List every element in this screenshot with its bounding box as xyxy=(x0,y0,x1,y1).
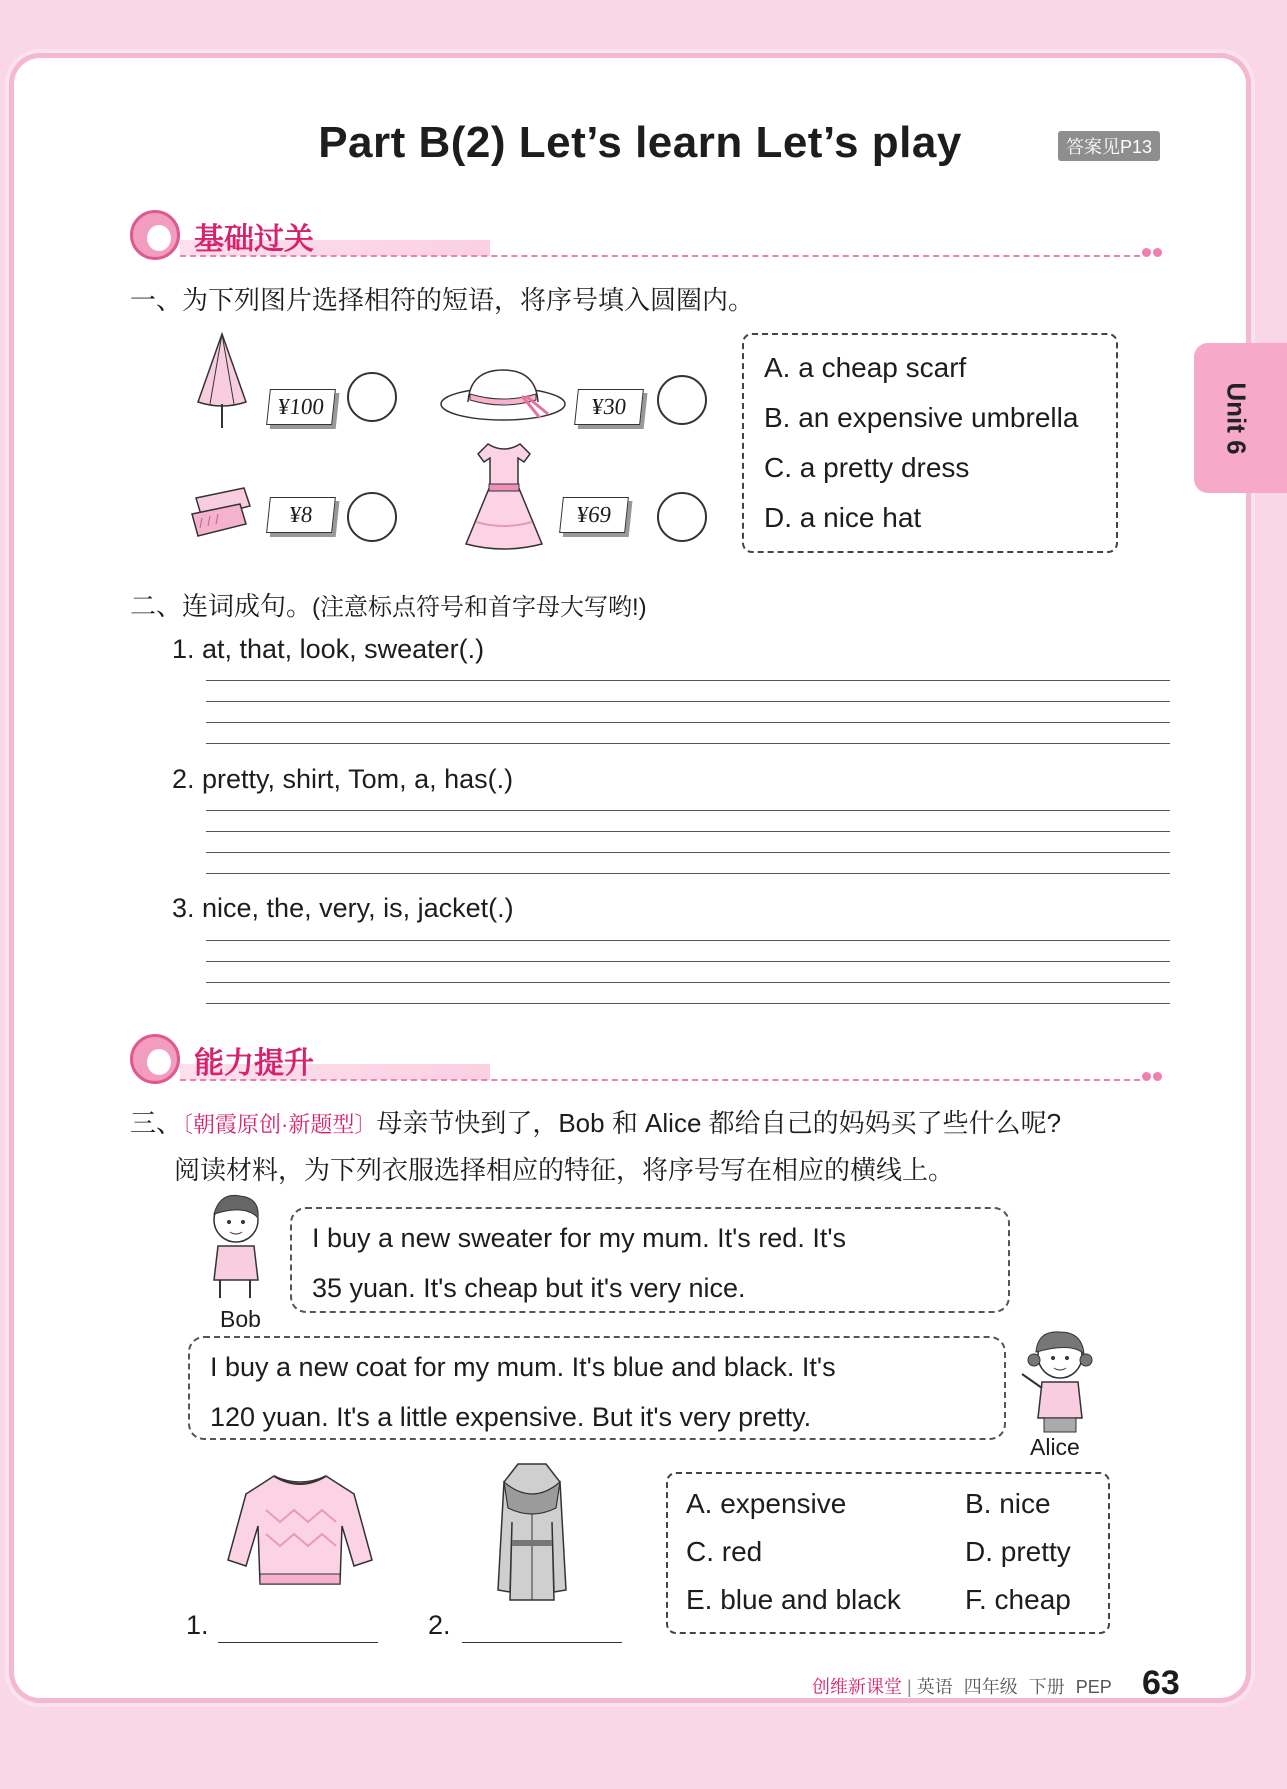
boy-bob-icon xyxy=(206,1192,276,1304)
q3-tag: 〔朝霞原创·新题型〕 xyxy=(182,1112,377,1137)
decor-dots-icon xyxy=(1142,1068,1164,1086)
q3-instruction-line2: 阅读材料，为下列衣服选择相应的特征，将序号写在相应的横线上。 xyxy=(174,1155,955,1185)
footer-subject: 英语 xyxy=(916,1677,953,1697)
bob-speech-line: 35 yuan. It's cheap but it's very nice. xyxy=(312,1273,746,1303)
page-title: Part B(2) Let’s learn Let’s play xyxy=(318,118,962,167)
option-a: A. expensive xyxy=(686,1488,847,1519)
section-heading-advanced xyxy=(130,1034,1170,1086)
answer-blank-2[interactable] xyxy=(462,1642,622,1643)
option-d: D. a nice hat xyxy=(764,502,922,533)
bob-name: Bob xyxy=(220,1306,261,1332)
q2-item-2: 2. pretty, shirt, Tom, a, has(.) xyxy=(172,764,514,794)
page-number: 63 xyxy=(1142,1664,1180,1702)
option-a: A. a cheap scarf xyxy=(764,352,967,383)
coat-icon xyxy=(494,1460,570,1606)
writing-lines-2[interactable] xyxy=(206,810,1170,894)
sweater-icon xyxy=(226,1470,374,1592)
section-label: 能力提升 xyxy=(194,1047,314,1080)
hat-icon xyxy=(440,364,566,424)
q2-instruction xyxy=(130,586,647,623)
decor-dots-icon xyxy=(1142,244,1164,262)
price-tag: ¥8 xyxy=(266,497,336,533)
cartoon-face-icon xyxy=(130,1034,180,1084)
option-c: C. red xyxy=(686,1536,763,1567)
writing-lines-1[interactable] xyxy=(206,680,1170,764)
q2-note: (注意标点符号和首字母大写哟!) xyxy=(312,594,647,621)
answer-circle[interactable] xyxy=(347,492,397,542)
umbrella-icon xyxy=(192,332,252,432)
alice-name: Alice xyxy=(1030,1434,1080,1460)
section-heading-basic xyxy=(130,210,1170,262)
answer-circle[interactable] xyxy=(347,372,397,422)
price-tag: ¥100 xyxy=(266,389,336,425)
answer-circle[interactable] xyxy=(657,492,707,542)
q2-item-3: 3. nice, the, very, is, jacket(.) xyxy=(172,893,514,923)
q2-instruction-text: 二、连词成句。 xyxy=(130,591,313,621)
option-e: E. blue and black xyxy=(686,1584,901,1615)
alice-speech-bubble xyxy=(188,1336,1006,1440)
q3-instruction xyxy=(130,1103,1061,1140)
dress-icon xyxy=(462,440,546,552)
q1-instruction: 一、为下列图片选择相符的短语，将序号填入圆圈内。 xyxy=(130,285,755,315)
blank-1-label: 1. xyxy=(186,1610,209,1640)
option-f: F. cheap xyxy=(965,1584,1071,1615)
q3-instruction-line1: 母亲节快到了，Bob 和 Alice 都给自己的妈妈买了些什么呢? xyxy=(376,1108,1062,1138)
footer-edition: PEP xyxy=(1075,1677,1112,1697)
price-tag: ¥69 xyxy=(559,497,629,533)
cartoon-face-icon xyxy=(130,210,180,260)
option-d: D. pretty xyxy=(965,1536,1071,1567)
option-c: C. a pretty dress xyxy=(764,452,970,483)
price-tag: ¥30 xyxy=(574,389,644,425)
answer-blank-1[interactable] xyxy=(218,1642,378,1643)
footer-volume: 下册 xyxy=(1028,1677,1065,1697)
answer-reference-badge: 答案见P13 xyxy=(1058,131,1160,161)
answer-circle[interactable] xyxy=(657,375,707,425)
option-b: B. nice xyxy=(965,1488,1051,1519)
footer-brand: 创维新课堂 xyxy=(812,1677,902,1697)
section-label: 基础过关 xyxy=(194,223,314,256)
footer-info: 创维新课堂 | 英语 四年级 下册 PEP xyxy=(812,1677,1112,1697)
q2-item-1: 1. at, that, look, sweater(.) xyxy=(172,634,485,664)
unit-tab xyxy=(1194,343,1287,493)
q3-prefix: 三、 xyxy=(130,1108,183,1138)
unit-tab-label: Unit 6 xyxy=(1221,382,1252,455)
blank-2-label: 2. xyxy=(428,1610,451,1640)
writing-lines-3[interactable] xyxy=(206,940,1170,1024)
option-b: B. an expensive umbrella xyxy=(764,402,1079,433)
footer-grade: 四年级 xyxy=(963,1677,1018,1697)
alice-speech-line: 120 yuan. It's a little expensive. But it's very pretty. xyxy=(210,1402,812,1432)
girl-alice-icon xyxy=(1016,1326,1092,1436)
alice-speech-line: I buy a new coat for my mum. It's blue and black. It's xyxy=(210,1352,836,1382)
bob-speech-line: I buy a new sweater for my mum. It's red. It's xyxy=(312,1223,846,1253)
scarf-icon xyxy=(188,484,254,544)
bob-speech-bubble xyxy=(290,1207,1010,1313)
